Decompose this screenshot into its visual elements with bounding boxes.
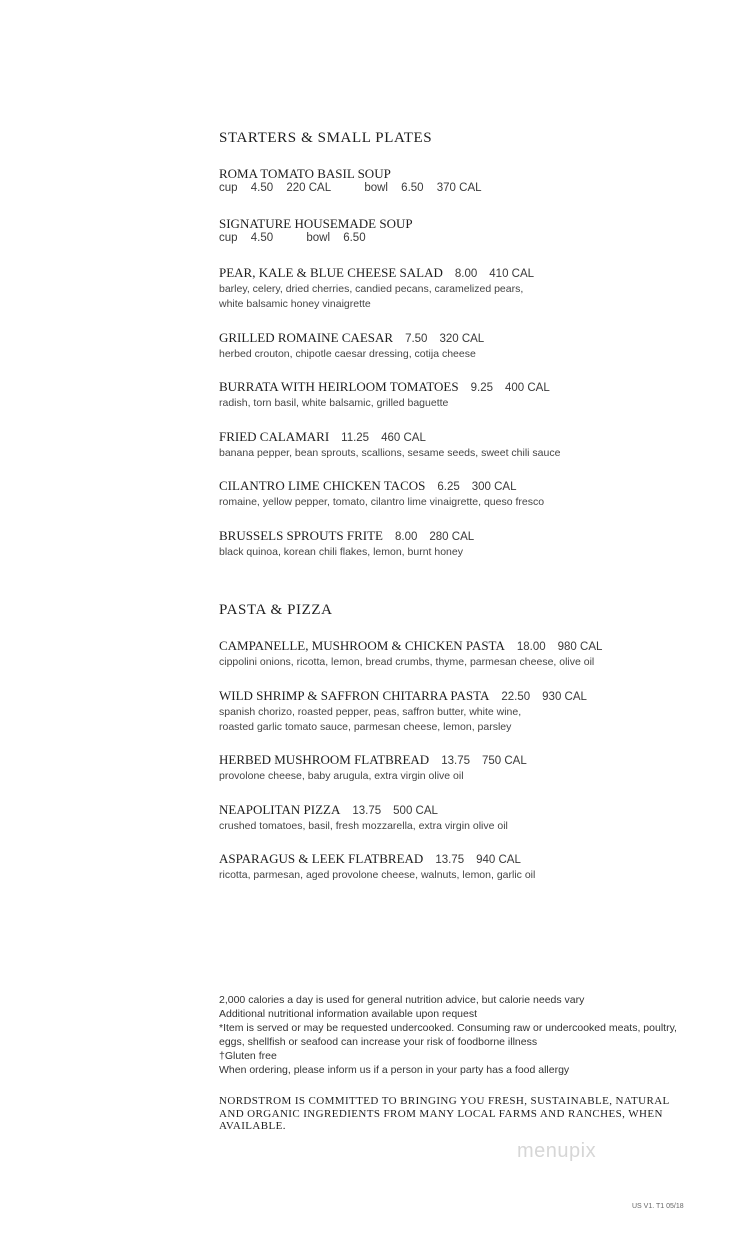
item-calories: 280 CAL [429,531,475,543]
menu-item [219,688,719,735]
item-description: romaine, yellow pepper, tomato, cilantro lime vinaigrette, queso fresco [219,496,545,508]
item-name: BURRATA WITH HEIRLOOM TOMATOES [219,379,459,394]
menu-item-roma-tomato-basil-soup [219,166,719,196]
item-calories: 410 CAL [489,268,535,280]
item-price: 13.75 [352,805,382,817]
version-code: US V1. T1 05/18 [632,1203,684,1210]
item-name: WILD SHRIMP & SAFFRON CHITARRA PASTA [219,688,490,703]
item-description: provolone cheese, baby arugula, extra virgin olive oil [219,770,464,782]
item-description: black quinoa, korean chili flakes, lemon, burnt honey [219,546,463,558]
item-description: barley, celery, dried cherries, candied pecans, caramelized pears, [219,283,524,295]
item-name: FRIED CALAMARI [219,429,330,444]
item-description: banana pepper, bean sprouts, scallions, sesame seeds, sweet chili sauce [219,447,561,459]
item-price: 8.00 [454,268,478,280]
menupix-watermark: menupix [517,1140,597,1162]
item-name: NEAPOLITAN PIZZA [219,802,341,817]
calorie-note: 2,000 calories a day is used for general nutrition advice, but calorie needs vary [219,994,585,1006]
allergy-note: When ordering, please inform us if a person in your party has a food allergy [219,1064,570,1076]
cup-label: cup [219,182,238,194]
undercooked-note-continued: eggs, shellfish or seafood can increase your risk of foodborne illness [219,1036,538,1048]
item-description: herbed crouton, chipotle caesar dressing, cotija cheese [219,348,476,360]
bowl-label: bowl [306,232,330,244]
menu-item [219,379,719,411]
item-calories: 940 CAL [476,854,521,866]
item-price: 11.25 [341,432,370,444]
item-calories: 300 CAL [471,481,517,493]
item-price: 13.75 [441,755,470,767]
menu-item [219,638,719,670]
item-calories: 930 CAL [542,691,587,703]
item-price: 7.50 [405,333,428,345]
item-name: SIGNATURE HOUSEMADE SOUP [219,216,413,231]
item-description: white balsamic honey vinaigrette [219,298,371,310]
menu-item [219,752,719,784]
soup-options [219,181,719,196]
item-name: PEAR, KALE & BLUE CHEESE SALAD [219,265,443,280]
item-calories: 980 CAL [557,641,603,653]
item-calories: 500 CAL [393,805,438,817]
item-calories: 400 CAL [505,382,550,394]
item-description: ricotta, parmesan, aged provolone cheese, walnuts, lemon, garlic oil [219,869,536,881]
item-price: 22.50 [501,691,531,703]
cup-price: 4.50 [250,232,274,244]
item-description: radish, torn basil, white balsamic, grilled baguette [219,397,449,409]
item-name: BRUSSELS SPROUTS FRITE [219,528,383,543]
menu-item-signature-housemade-soup [219,216,719,246]
item-name: CILANTRO LIME CHICKEN TACOS [219,478,426,493]
menu-item [219,330,719,362]
menu-item [219,851,719,883]
item-price: 18.00 [516,641,546,653]
item-name: CAMPANELLE, MUSHROOM & CHICKEN PASTA [219,638,505,653]
item-price: 13.75 [435,854,465,866]
menu-item [219,802,719,834]
bowl-label: bowl [364,182,388,194]
bowl-calories: 370 CAL [436,182,482,194]
item-price: 6.25 [437,481,460,493]
item-calories: 750 CAL [481,755,527,767]
item-calories: 320 CAL [439,333,485,345]
menu-item [219,528,719,560]
item-price: 8.00 [395,531,418,543]
item-price: 9.25 [470,382,493,394]
item-name: ASPARAGUS & LEEK FLATBREAD [219,851,424,866]
item-description: spanish chorizo, roasted pepper, peas, saffron butter, white wine, [219,706,522,718]
nutrition-info-note: Additional nutritional information available upon request [219,1008,477,1020]
soup-options [219,231,719,246]
cup-price: 4.50 [250,182,274,194]
menu-item [219,429,719,461]
menu-item [219,265,719,312]
item-name: GRILLED ROMAINE CAESAR [219,330,394,345]
pasta-section-title: PASTA & PIZZA [219,602,333,618]
bowl-price: 6.50 [343,232,366,244]
bowl-price: 6.50 [401,182,424,194]
cup-label: cup [219,232,238,244]
item-name: ROMA TOMATO BASIL SOUP [219,166,391,181]
item-description: cippolini onions, ricotta, lemon, bread crumbs, thyme, parmesan cheese, olive oil [219,656,595,668]
starters-section-title: STARTERS & SMALL PLATES [219,130,433,146]
item-description: crushed tomatoes, basil, fresh mozzarella, extra virgin olive oil [219,820,508,832]
item-description: roasted garlic tomato sauce, parmesan cheese, lemon, parsley [219,721,512,733]
menu-item [219,478,719,510]
gluten-free-note: †Gluten free [219,1050,277,1062]
item-name: HERBED MUSHROOM FLATBREAD [219,752,430,767]
item-calories: 460 CAL [381,432,426,444]
undercooked-note: *Item is served or may be requested undercooked. Consuming raw or undercooked meats, poultry, [219,1022,677,1034]
cup-calories: 220 CAL [286,182,332,194]
nutrition-notes [219,993,699,1077]
sourcing-commitment: NORDSTROM IS COMMITTED TO BRINGING YOU FRESH, SUSTAINABLE, NATURAL AND ORGANIC INGREDIENTS FROM MANY LOCAL FARMS AND RANCHES, WHEN AVAILABLE. [219,1095,670,1132]
